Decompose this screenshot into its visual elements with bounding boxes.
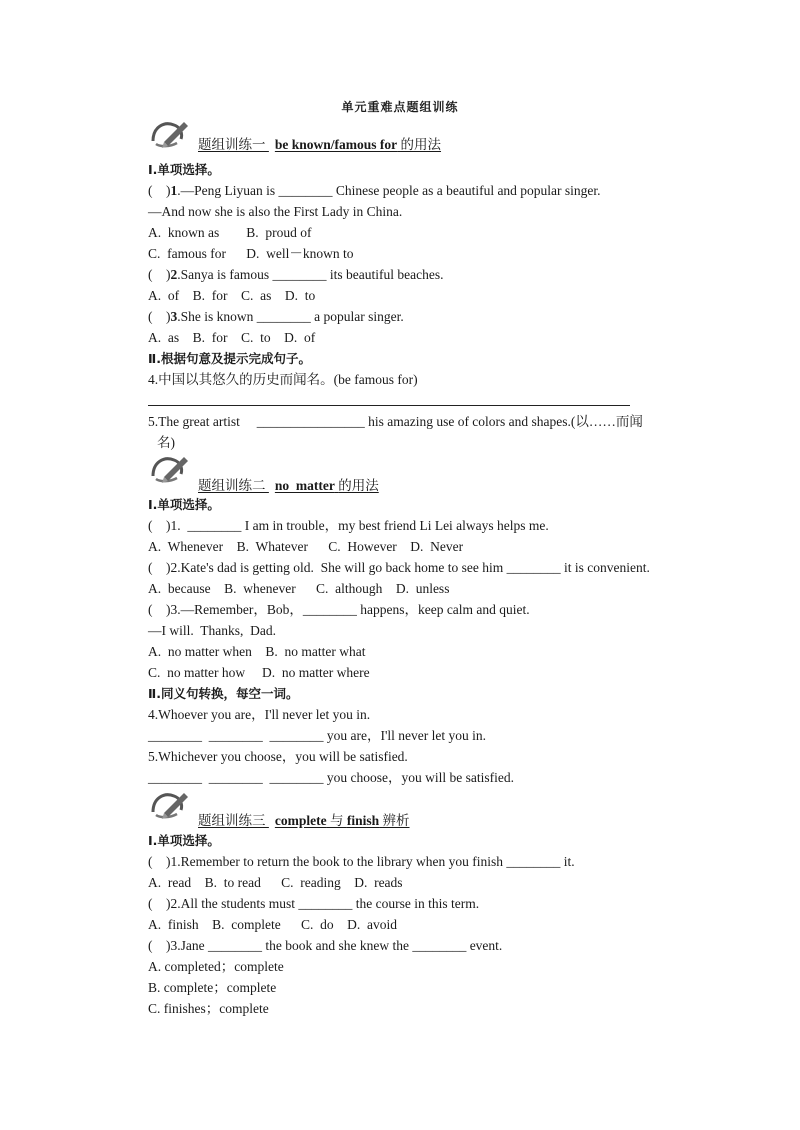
question-1: ( )1. ________ I am in trouble，my best friend Li Lei always helps me. [148,518,549,533]
question-4: 4.中国以其悠久的历史而闻名。(be famous for) [148,372,418,387]
options: A. read B. to read C. reading D. reads [148,875,403,890]
group-2-heading [148,452,688,493]
group-2-title [198,474,379,494]
question-1: ( )1.Remember to return the book to the library when you finish ________ it. [148,854,575,869]
question-number: 2 [170,267,178,282]
group-1-title [198,133,441,153]
heading-key: complete [274,813,327,828]
pencil-icon [150,117,190,151]
question-3: ( )3.—Remember，Bob，________ happens，keep calm and quiet. [148,602,530,617]
paren: ( ) [148,183,171,198]
heading-key: no matter [274,478,335,493]
group-3-heading [148,788,688,828]
question-number: 3 [170,309,178,324]
pencil-icon [150,788,190,822]
question-1 [148,183,601,199]
options: A. Whenever B. Whatever C. However D. Never [148,539,464,554]
question-5: 5.The great artist ________________ his amazing use of colors and shapes.(以……而闻 [148,414,643,429]
question-2: ( )2.Kate's dad is getting old. She will go back home to see him ________ it is convenient. [148,560,650,575]
group-1-heading [148,117,688,151]
question-continuation: —I will. Thanks, Dad. [148,623,276,638]
question-5: 5.Whichever you choose，you will be satisfied. [148,749,408,764]
heading-mid: 与 [329,813,344,828]
question-3: ( )3.Jane ________ the book and she knew the ________ event. [148,938,503,953]
heading-prefix: 题组训练三 [198,813,266,828]
part-title: Ⅰ.单项选择。 [148,833,220,848]
heading-key-2: finish [346,813,380,828]
question-text: .Sanya is famous ________ its beautiful beaches. [177,267,444,282]
question-continuation: —And now she is also the First Lady in China. [148,204,403,219]
part-title: Ⅰ.单项选择。 [148,162,220,177]
options: C. famous for D. well－known to [148,246,354,261]
heading-suffix: 的用法 [338,478,379,493]
options: C. no matter how D. no matter where [148,665,370,680]
options: A. because B. whenever C. although D. unless [148,581,450,596]
question-5-answer: ________ ________ ________ you choose，you will be satisfied. [148,770,514,785]
answer-line [148,405,630,406]
heading-key: be known/famous for [274,137,398,152]
question-4: 4.Whoever you are，I'll never let you in. [148,707,371,722]
part-title: Ⅰ.单项选择。 [148,497,220,512]
question-2: ( )2.All the students must ________ the course in this term. [148,896,480,911]
options: A. as B. for C. to D. of [148,330,316,345]
pencil-icon [150,452,190,486]
question-3 [148,309,404,325]
heading-suffix: 的用法 [400,137,442,152]
options: A. finish B. complete C. do D. avoid [148,917,397,932]
option-a: A. completed；complete [148,959,284,974]
question-text: .She is known ________ a popular singer. [177,309,404,324]
options: A. known as B. proud of [148,225,312,240]
options: A. of B. for C. as D. to [148,288,316,303]
heading-prefix: 题组训练二 [198,478,266,493]
question-2 [148,267,443,283]
part-title: Ⅱ.根据句意及提示完成句子。 [148,351,311,366]
part-title: Ⅱ.同义句转换，每空一词。 [148,686,299,701]
option-b: B. complete；complete [148,980,277,995]
question-5-cont: 名) [157,435,175,450]
paren: ( ) [148,309,171,324]
options: A. no matter when B. no matter what [148,644,366,659]
heading-prefix: 题组训练一 [198,137,266,152]
group-3-title [198,809,410,829]
paren: ( ) [148,267,171,282]
question-4-answer: ________ ________ ________ you are，I'll never let you in. [148,728,487,743]
question-text: .—Peng Liyuan is ________ Chinese people as a beautiful and popular singer. [177,183,601,198]
question-number: 1 [170,183,178,198]
option-c: C. finishes；complete [148,1001,269,1016]
heading-suffix: 辨析 [382,813,410,828]
page-title: 单元重难点题组训练 [341,100,459,114]
